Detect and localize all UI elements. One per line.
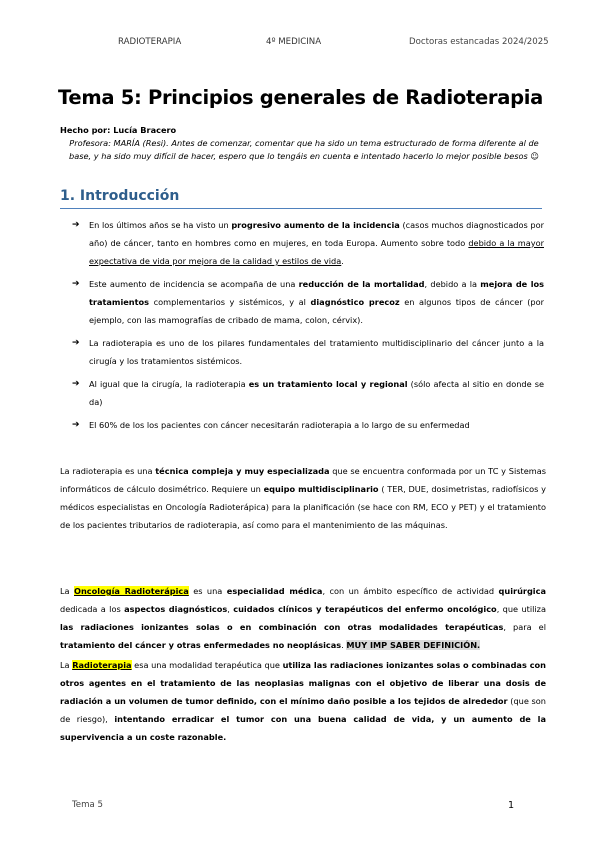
bold-text: tratamiento del cáncer y otras enfermedades no neoplásicas — [60, 640, 342, 650]
highlighted-term: Radioterapia — [72, 660, 132, 670]
bullet-item — [72, 375, 544, 411]
header-left: RADIOTERAPIA — [118, 37, 182, 47]
author-note: Profesora: MARÍA (Resi). Antes de comenzar, comentar que ha sido un tema estructurado de forma diferente al de base, y ha sido muy difícil de hacer, espero que lo tengáis en cuenta e intentado hacerlo lo mejor posible besos ☺ — [69, 138, 539, 161]
bullet-list — [72, 216, 544, 439]
bullet-item — [72, 416, 544, 434]
bullet-item — [72, 216, 544, 270]
arrow-icon: ➔ — [72, 338, 80, 348]
page-number: 1 — [508, 800, 515, 811]
bold-text: progresivo aumento de la incidencia — [231, 220, 400, 230]
paragraph-1: La radioterapia es una técnica compleja y muy especializada que se encuentra conformada por un TC y Sistemas informáticos de cálculo dosimétrico. Requiere un equipo multidisciplinario ( TER, DUE, dosimetristas, radiofísicos y médicos especialistas en Oncología Radioterápica) para la planificación (se hace con RM, ECO y PET) y el tratamiento de los pacientes tributarios de radioterapia, así como para el mantenimiento de las máquinas. — [60, 466, 546, 530]
byline: Hecho por: Lucía Bracero — [60, 125, 177, 135]
bold-text: es un tratamiento local y regional — [248, 379, 408, 389]
bullet-item — [72, 275, 544, 329]
emphasis-note: MUY IMP SABER DEFINICIÓN. — [346, 640, 481, 650]
bold-text: mejora de los tratamientos — [89, 279, 545, 307]
bold-text: utiliza las radiaciones ionizantes solas o combinadas con otros agentes en el tratamiento de las neoplasias malignas con el objetivo de liberar una dosis de radiación a un volumen de tumor definido, con el mínimo daño posible a los tejidos de alrededor — [60, 660, 546, 706]
arrow-icon: ➔ — [72, 220, 80, 230]
bold-text: diagnóstico precoz — [310, 297, 400, 307]
bold-text: cuidados clínicos y terapéuticos del enfermo oncológico — [233, 604, 497, 614]
bullet-text: Al igual que la cirugía, la radioterapia es un tratamiento local y regional (sólo afecta al sitio en donde se da) — [89, 379, 545, 407]
bold-text: técnica compleja y muy especializada — [155, 466, 330, 476]
bold-text: equipo multidisciplinario — [263, 484, 379, 494]
paragraph-3: La Radioterapia esa una modalidad terapéutica que utiliza las radiaciones ionizantes solas o combinadas con otros agentes en el tratamiento de las neoplasias malignas con el objetivo de liberar una dosis de radiación a un volumen de tumor definido, con el mínimo daño posible a los tejidos de alrededor (que son de riesgo), intentando erradicar el tumor con una buena calidad de vida, y un aumento de la supervivencia a un coste razonable. — [60, 660, 547, 742]
section-underline — [60, 208, 542, 209]
bullet-text: En los últimos años se ha visto un progresivo aumento de la incidencia (casos muchos diagnosticados por año) de cáncer, tanto en hombres como en mujeres, en toda Europa. Aumento sobre todo debido a la mayor expectativa de vida por mejora de la calidad y estilos de vida. — [89, 220, 545, 266]
footer-left: Tema 5 — [72, 800, 103, 810]
bullet-item — [72, 334, 544, 370]
underlined-text: debido a la mayor expectativa de vida por mejora de la calidad y estilos de vida — [89, 238, 544, 266]
bullet-text: La radioterapia es uno de los pilares fundamentales del tratamiento multidisciplinario del cáncer junto a la cirugía y los tratamientos sistémicos. — [89, 338, 544, 366]
bold-text: quirúrgica — [498, 586, 546, 596]
header-right: Doctoras estancadas 2024/2025 — [409, 37, 549, 47]
page-title: Tema 5: Principios generales de Radioterapia — [58, 86, 543, 109]
paragraph-2: La Oncología Radioterápica es una especialidad médica, con un ámbito específico de actividad quirúrgica dedicada a los aspectos diagnósticos, cuidados clínicos y terapéuticos del enfermo oncológico, que utiliza las radiaciones ionizantes solas o en combinación con otras modalidades terapéuticas, para el tratamiento del cáncer y otras enfermedades no neoplásicas. MUY IMP SABER DEFINICIÓN. — [60, 586, 546, 650]
arrow-icon: ➔ — [72, 279, 80, 289]
highlighted-term: Oncología Radioterápica — [74, 586, 189, 596]
header-middle: 4º MEDICINA — [266, 37, 322, 47]
arrow-icon: ➔ — [72, 379, 80, 389]
bold-text: intentando erradicar el tumor con una buena calidad de vida, y un aumento de la supervivencia a un coste razonable. — [60, 714, 547, 742]
bullet-text: Este aumento de incidencia se acompaña de una reducción de la mortalidad, debido a la mejora de los tratamientos complementarios y sistémicos, y al diagnóstico precoz en algunos tipos de cáncer (por ejemplo, con las mamografías de cribado de mama, colon, cérvix). — [89, 279, 545, 325]
bold-text: las radiaciones ionizantes solas o en combinación con otras modalidades terapéuticas — [60, 622, 504, 632]
section-heading: 1. Introducción — [60, 188, 180, 204]
bold-text: especialidad médica — [226, 586, 323, 596]
bold-text: aspectos diagnósticos — [124, 604, 228, 614]
bullet-text: El 60% de los los pacientes con cáncer necesitarán radioterapia a lo largo de su enfermedad — [89, 420, 470, 430]
bold-text: reducción de la mortalidad — [298, 279, 425, 289]
arrow-icon: ➔ — [72, 420, 80, 430]
